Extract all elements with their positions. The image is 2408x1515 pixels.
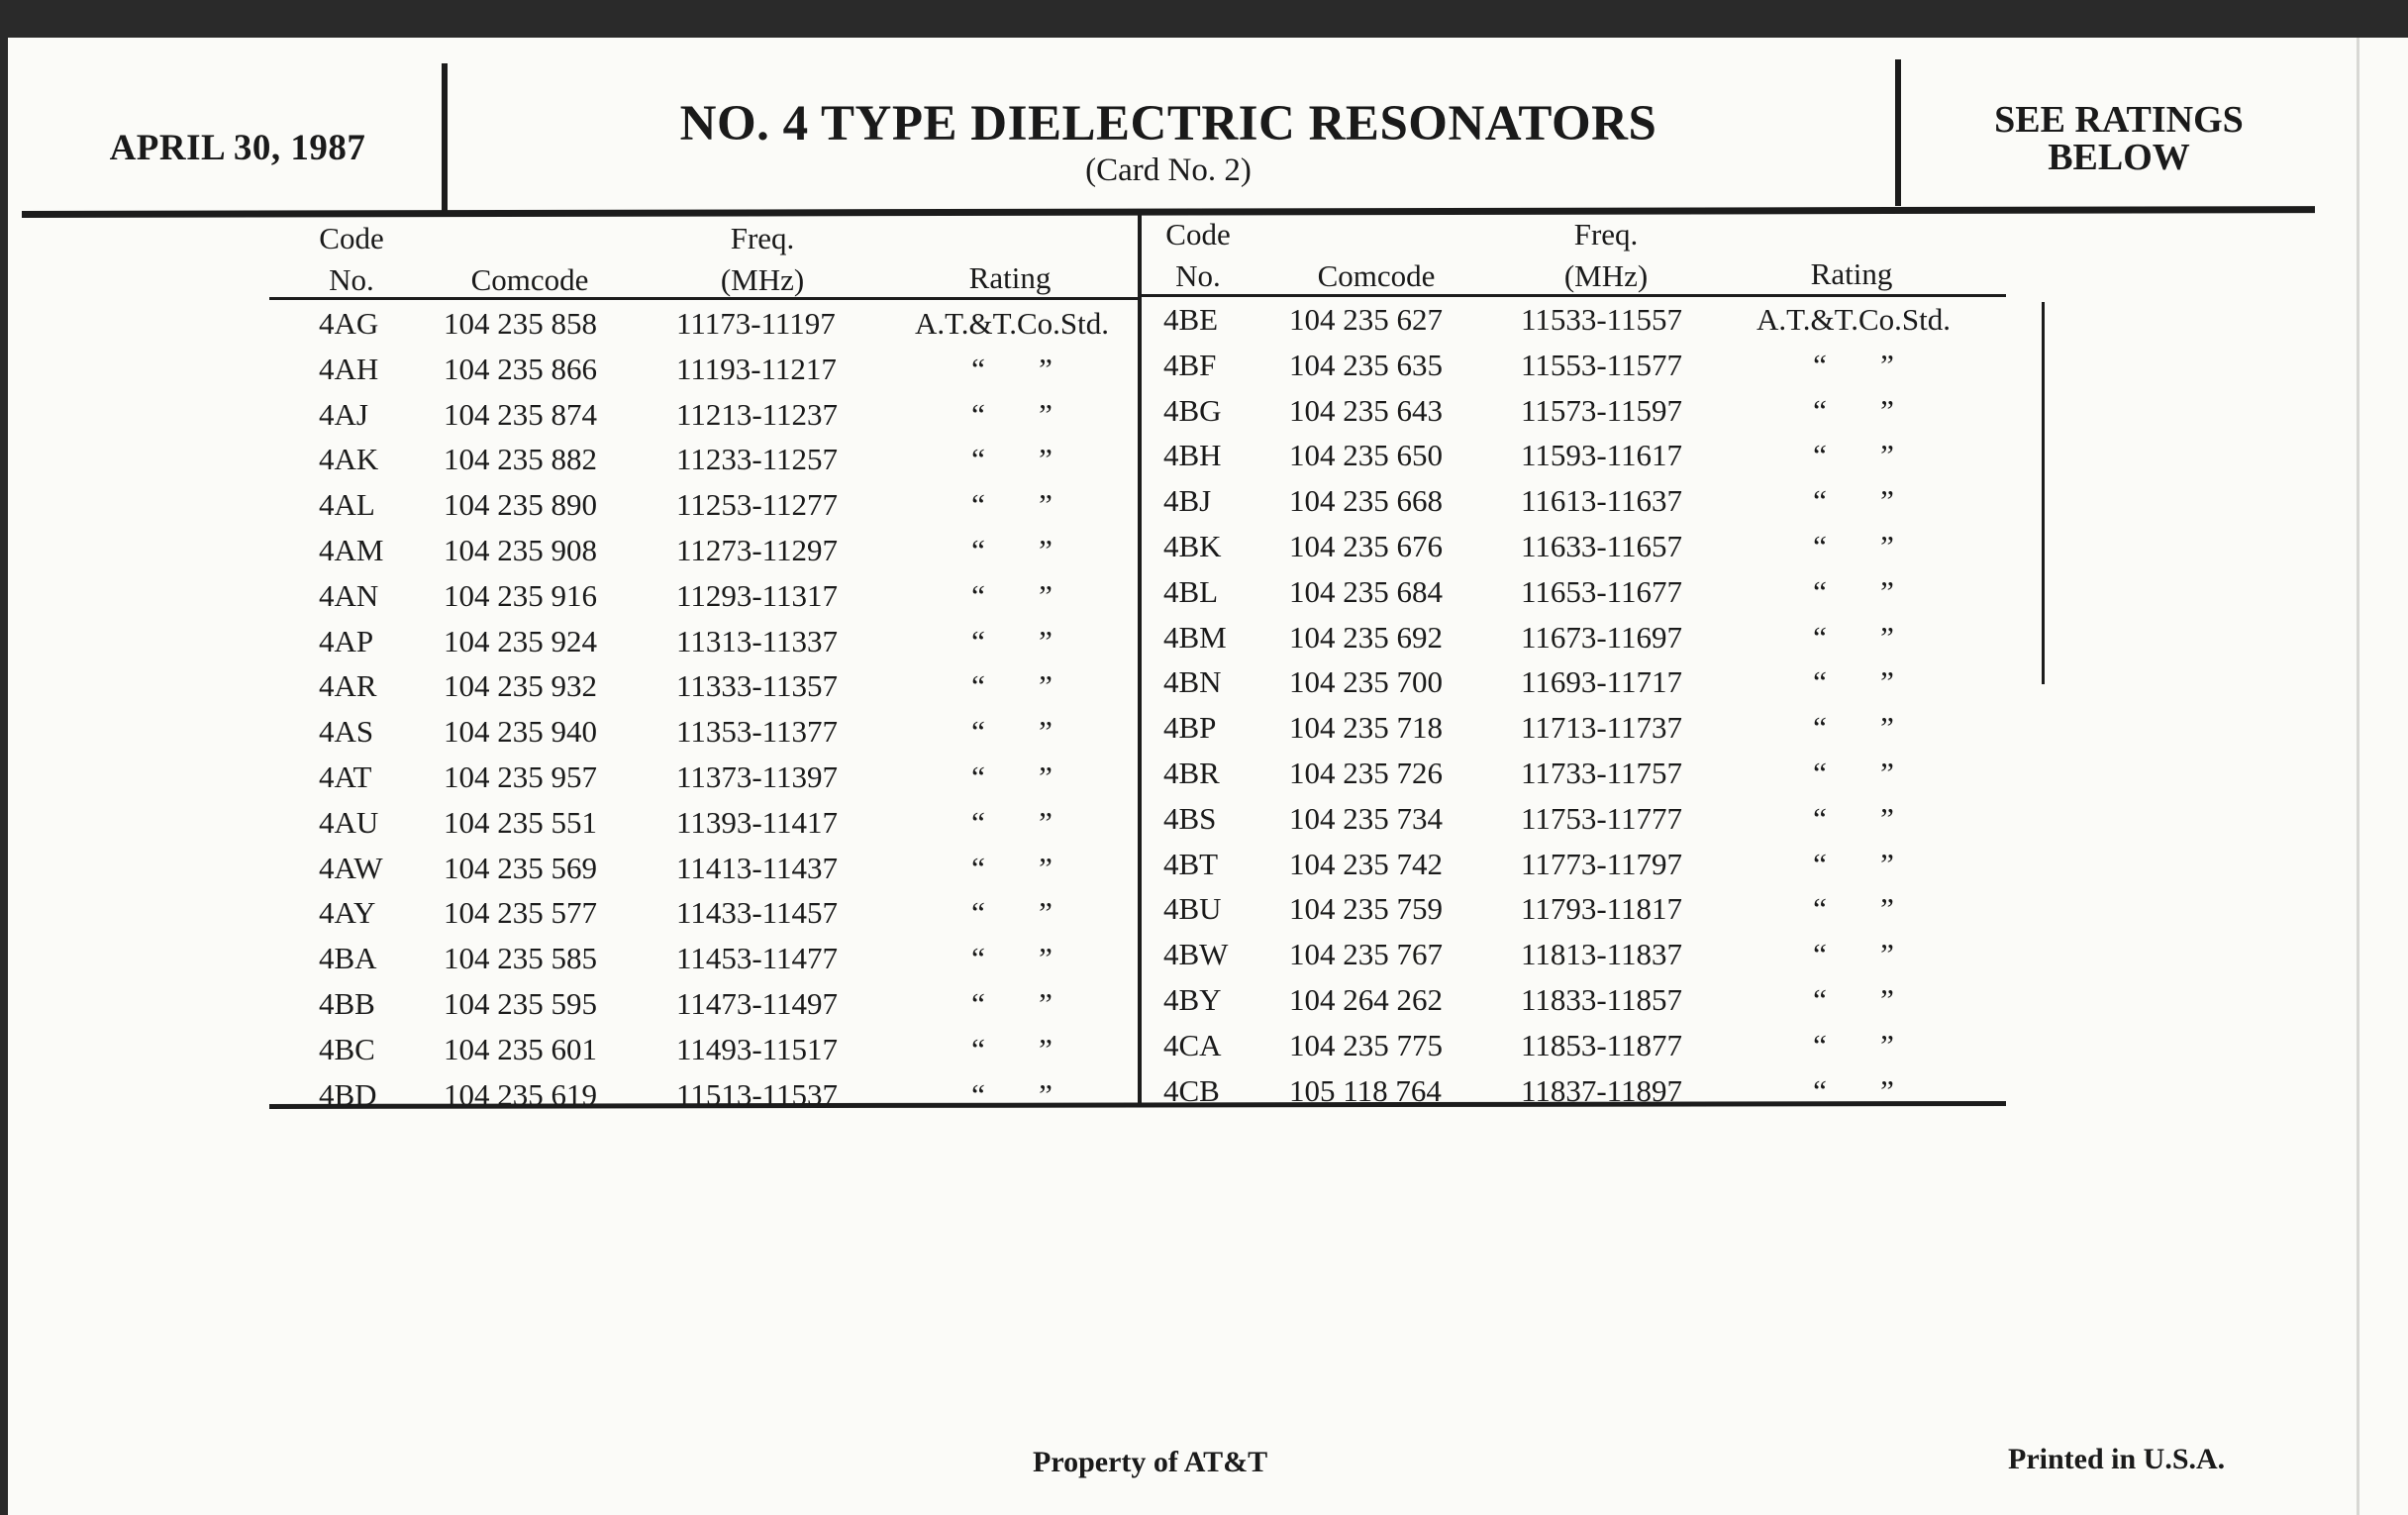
cell-code: 4BD	[319, 1076, 377, 1112]
cell-freq: 11713-11737	[1521, 710, 1683, 746]
col-header-rating-left: Rating	[968, 260, 1052, 295]
cell-freq: 11633-11657	[1521, 529, 1683, 563]
cell-comcode: 104 235 718	[1289, 710, 1443, 746]
cell-rating: “ ”	[971, 895, 1053, 931]
cell-code: 4BW	[1163, 937, 1229, 972]
card-edge	[2357, 38, 2408, 1515]
cell-freq: 11773-11797	[1521, 846, 1683, 881]
cell-rating: “ ”	[1813, 800, 1894, 836]
cell-code: 4AU	[319, 804, 379, 840]
card-date: APRIL 30, 1987	[109, 128, 366, 168]
cell-comcode: 104 235 924	[444, 623, 597, 658]
cell-code: 4AP	[319, 623, 374, 658]
cell-comcode: 104 235 601	[444, 1031, 597, 1066]
cell-code: 4BG	[1163, 392, 1222, 428]
cell-freq: 11333-11357	[676, 668, 839, 704]
cell-freq: 11193-11217	[676, 351, 837, 386]
cell-comcode: 104 235 595	[444, 986, 597, 1021]
cell-comcode: 104 235 759	[1289, 891, 1443, 927]
cell-freq: 11833-11857	[1521, 982, 1683, 1017]
header-divider-right	[1895, 59, 1901, 206]
cell-rating: “ ”	[1813, 756, 1894, 790]
cell-comcode: 104 235 619	[444, 1076, 597, 1112]
cell-freq: 11293-11317	[676, 577, 839, 613]
cell-code: 4BU	[1163, 891, 1222, 927]
cell-comcode: 105 118 764	[1289, 1072, 1442, 1108]
cell-code: 4BH	[1163, 438, 1222, 473]
cell-rating: “ ”	[971, 668, 1053, 704]
cell-comcode: 104 235 742	[1289, 846, 1443, 881]
cell-code: 4BE	[1163, 302, 1219, 337]
cell-comcode: 104 235 676	[1289, 529, 1443, 563]
cell-freq: 11413-11437	[676, 850, 839, 885]
cell-freq: 11173-11197	[676, 306, 836, 341]
cell-comcode: 104 264 262	[1289, 982, 1443, 1017]
card-title: NO. 4 TYPE DIELECTRIC RESONATORS	[679, 96, 1657, 152]
cell-rating: “ ”	[971, 714, 1053, 750]
cell-code: 4AG	[319, 306, 379, 341]
cell-comcode: 104 235 916	[444, 577, 597, 613]
cell-code: 4BC	[319, 1031, 375, 1066]
cell-code: 4AT	[319, 759, 372, 794]
table-right-edge-line	[2042, 302, 2045, 684]
cell-freq: 11573-11597	[1521, 392, 1683, 428]
cell-rating: “ ”	[971, 351, 1053, 386]
cell-comcode: 104 235 692	[1289, 619, 1443, 655]
cell-code: 4AN	[319, 577, 379, 613]
cell-freq: 11813-11837	[1521, 937, 1683, 972]
cell-comcode: 104 235 882	[444, 442, 597, 477]
cell-comcode: 104 235 767	[1289, 937, 1443, 972]
cell-comcode: 104 235 668	[1289, 483, 1443, 519]
cell-freq: 11593-11617	[1521, 438, 1683, 473]
cell-freq: 11733-11757	[1521, 756, 1683, 790]
cell-comcode: 104 235 700	[1289, 664, 1443, 700]
cell-code: 4AW	[319, 850, 383, 885]
cell-freq: 11693-11717	[1521, 664, 1683, 700]
cell-rating: “ ”	[1813, 438, 1894, 473]
cell-code: 4AH	[319, 351, 379, 386]
cell-rating: “ ”	[971, 759, 1053, 794]
cell-freq: 11233-11257	[676, 442, 839, 477]
cell-comcode: 104 235 569	[444, 850, 597, 885]
cell-freq: 11673-11697	[1521, 619, 1683, 655]
cell-code: 4BK	[1163, 529, 1222, 563]
header-divider-left	[442, 63, 448, 212]
cell-freq: 11473-11497	[676, 986, 839, 1021]
cell-rating: “ ”	[971, 986, 1053, 1021]
cell-comcode: 104 235 775	[1289, 1027, 1443, 1062]
col-header-freq-left: Freq. (MHz)	[720, 221, 805, 297]
cell-comcode: 104 235 734	[1289, 800, 1443, 836]
ratings-note	[1931, 101, 2307, 176]
cell-code: 4AL	[319, 487, 375, 523]
cell-freq: 11433-11457	[676, 895, 839, 931]
cell-code: 4BP	[1163, 710, 1217, 746]
cell-rating: “ ”	[1813, 710, 1894, 746]
col-header-rating-right: Rating	[1810, 256, 1893, 291]
cell-comcode: 104 235 627	[1289, 302, 1443, 337]
cell-comcode: 104 235 932	[444, 668, 597, 704]
cell-code: 4CA	[1163, 1027, 1222, 1062]
cell-freq: 11393-11417	[676, 804, 839, 840]
cell-code: 4CB	[1163, 1072, 1220, 1108]
cell-code: 4BA	[319, 941, 377, 976]
cell-freq: 11533-11557	[1521, 302, 1683, 337]
col-header-code-right: Code No.	[1165, 217, 1231, 293]
cell-code: 4BT	[1163, 846, 1219, 881]
cell-rating: A.T.&T.Co.Std.	[1756, 302, 1952, 337]
cell-rating: “ ”	[1813, 392, 1894, 428]
cell-freq: 11353-11377	[676, 714, 839, 750]
ratings-note-line2: BELOW	[2048, 137, 2190, 178]
cell-comcode: 104 235 940	[444, 714, 597, 750]
cell-rating: “ ”	[1813, 483, 1894, 519]
cell-freq: 11213-11237	[676, 396, 839, 432]
cell-code: 4AM	[319, 533, 384, 567]
cell-comcode: 104 235 890	[444, 487, 597, 523]
cell-freq: 11853-11877	[1521, 1027, 1683, 1062]
cell-rating: “ ”	[1813, 664, 1894, 700]
cell-rating: “ ”	[971, 1031, 1053, 1066]
cell-comcode: 104 235 858	[444, 306, 597, 341]
cell-freq: 11493-11517	[676, 1031, 839, 1066]
cell-rating: “ ”	[1813, 573, 1894, 609]
cell-rating: “ ”	[1813, 1072, 1894, 1108]
cell-freq: 11453-11477	[676, 941, 839, 976]
cell-comcode: 104 235 908	[444, 533, 597, 567]
cell-freq: 11653-11677	[1521, 573, 1683, 609]
cell-code: 4BB	[319, 986, 375, 1021]
cell-comcode: 104 235 866	[444, 351, 597, 386]
cell-rating: A.T.&T.Co.Std.	[914, 306, 1110, 341]
cell-code: 4AR	[319, 668, 377, 704]
cell-freq: 11373-11397	[676, 759, 839, 794]
cell-comcode: 104 235 957	[444, 759, 597, 794]
cell-freq: 11837-11897	[1521, 1072, 1683, 1108]
cell-code: 4AK	[319, 442, 379, 477]
cell-rating: “ ”	[971, 577, 1053, 613]
card-title-block	[451, 96, 1886, 189]
cell-freq: 11513-11537	[676, 1076, 839, 1112]
cell-rating: “ ”	[971, 396, 1053, 432]
cell-comcode: 104 235 874	[444, 396, 597, 432]
table-center-divider	[1138, 213, 1142, 1107]
footer-property: Property of AT&T	[1033, 1446, 1268, 1478]
cell-freq: 11273-11297	[676, 533, 839, 567]
cell-comcode: 104 235 577	[444, 895, 597, 931]
col-header-comcode-right: Comcode	[1317, 258, 1436, 293]
cell-comcode: 104 235 726	[1289, 756, 1443, 790]
cell-rating: “ ”	[971, 804, 1053, 840]
cell-code: 4BR	[1163, 756, 1220, 790]
cell-code: 4BN	[1163, 664, 1222, 700]
cell-comcode: 104 235 635	[1289, 347, 1443, 382]
cell-rating: “ ”	[971, 941, 1053, 976]
cell-code: 4BM	[1163, 619, 1227, 655]
cell-code: 4AJ	[319, 396, 368, 432]
cell-code: 4AY	[319, 895, 376, 931]
cell-code: 4BL	[1163, 573, 1219, 609]
cell-rating: “ ”	[1813, 982, 1894, 1017]
cell-rating: “ ”	[1813, 619, 1894, 655]
col-header-comcode-left: Comcode	[470, 262, 589, 297]
col-header-code-left: Code No.	[319, 221, 384, 297]
cell-freq: 11753-11777	[1521, 800, 1683, 836]
cell-comcode: 104 235 650	[1289, 438, 1443, 473]
cell-freq: 11793-11817	[1521, 891, 1683, 927]
cell-code: 4BY	[1163, 982, 1222, 1017]
cell-rating: “ ”	[1813, 937, 1894, 972]
cell-rating: “ ”	[1813, 846, 1894, 881]
ratings-note-line1: SEE RATINGS	[1994, 99, 2244, 141]
cell-rating: “ ”	[1813, 529, 1894, 563]
col-header-freq-right: Freq. (MHz)	[1563, 217, 1649, 293]
card-subtitle: (Card No. 2)	[1085, 152, 1252, 188]
cell-comcode: 104 235 585	[444, 941, 597, 976]
cell-rating: “ ”	[1813, 891, 1894, 927]
cell-comcode: 104 235 643	[1289, 392, 1443, 428]
cell-rating: “ ”	[971, 533, 1053, 567]
cell-freq: 11553-11577	[1521, 347, 1683, 382]
cell-code: 4AS	[319, 714, 374, 750]
cell-comcode: 104 235 684	[1289, 573, 1443, 609]
cell-freq: 11253-11277	[676, 487, 839, 523]
footer-printed: Printed in U.S.A.	[2008, 1443, 2226, 1475]
cell-comcode: 104 235 551	[444, 804, 597, 840]
cell-rating: “ ”	[971, 850, 1053, 885]
cell-rating: “ ”	[971, 442, 1053, 477]
cell-code: 4BS	[1163, 800, 1217, 836]
cell-rating: “ ”	[1813, 1027, 1894, 1062]
cell-rating: “ ”	[971, 1076, 1053, 1112]
cell-rating: “ ”	[971, 487, 1053, 523]
cell-rating: “ ”	[1813, 347, 1894, 382]
cell-freq: 11613-11637	[1521, 483, 1683, 519]
cell-code: 4BJ	[1163, 483, 1212, 519]
cell-code: 4BF	[1163, 347, 1217, 382]
cell-rating: “ ”	[971, 623, 1053, 658]
cell-freq: 11313-11337	[676, 623, 839, 658]
